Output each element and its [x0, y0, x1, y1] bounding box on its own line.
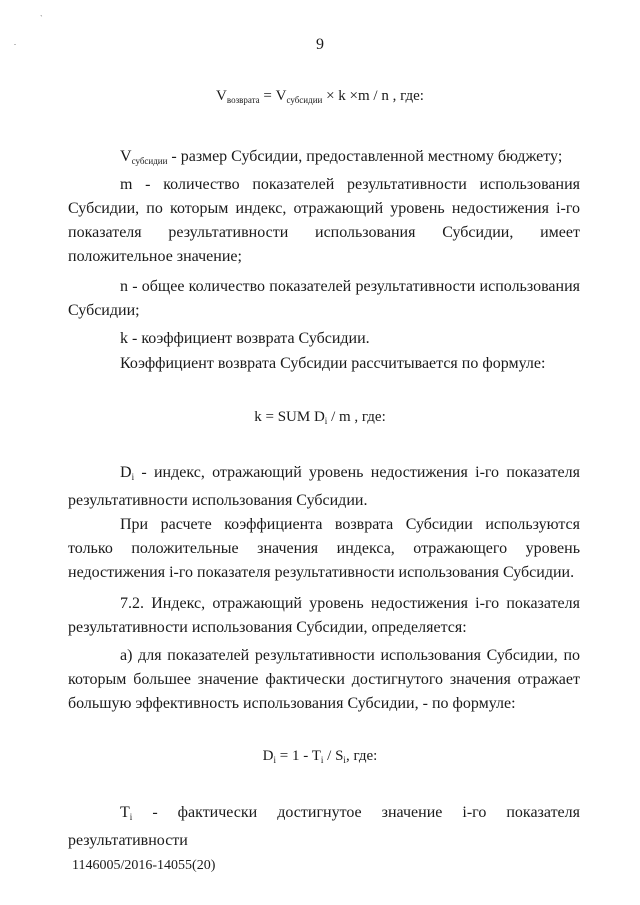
formula-di: $D_i = 1 - T_i / S_i$, где:	[262, 748, 378, 765]
formula-vozvrat: $V_{возврата} = V_{субсидии} \times k \times m / n$ , где:	[216, 88, 424, 105]
definition-di: $D_i$ - индекс, отражающий уровень недостижения i-го показателя результативности использования Субсидии.	[68, 464, 580, 509]
scan-speck: .	[14, 38, 16, 47]
formula-k: k = SUM $D_i$ / m , где:	[254, 409, 386, 426]
scan-speck: `	[40, 14, 43, 23]
definition-n: n - общее количество показателей результативности использования Субсидии;	[68, 278, 580, 319]
coefficient-intro: Коэффициент возврата Субсидии рассчитывается по формуле:	[120, 355, 546, 372]
document-code: 1146005/2016-14055(20)	[72, 858, 216, 873]
paragraph-positive-values: При расчете коэффициента возврата Субсидии используются только положительные значения индекса, отражающего уровень недостижения i-го показателя результативности использования Субсидии.	[68, 516, 580, 581]
definition-k: k - коэффициент возврата Субсидии.	[120, 330, 370, 347]
definition-v-subsidii: $V_{субсидии}$ - размер Субсидии, предоставленной местному бюджету;	[120, 148, 563, 166]
page-number: 9	[316, 36, 324, 53]
paragraph-7-2: 7.2. Индекс, отражающий уровень недостижения i-го показателя результативности использования Субсидии, определяется:	[68, 595, 580, 636]
paragraph-a: а) для показателей результативности использования Субсидии, по которым большее значение фактически достигнутого значения отражает большую эффективность использования Субсидии, - по формуле:	[68, 647, 580, 712]
definition-ti: $T_i$ - фактически достигнутое значение i-го показателя результативности	[68, 804, 580, 849]
definition-m: m - количество показателей результативности использования Субсидии, по которым индекс, отражающий уровень недостижения i-го показателя результативности использования Субсидии, имеет положительное значение;	[68, 176, 580, 265]
